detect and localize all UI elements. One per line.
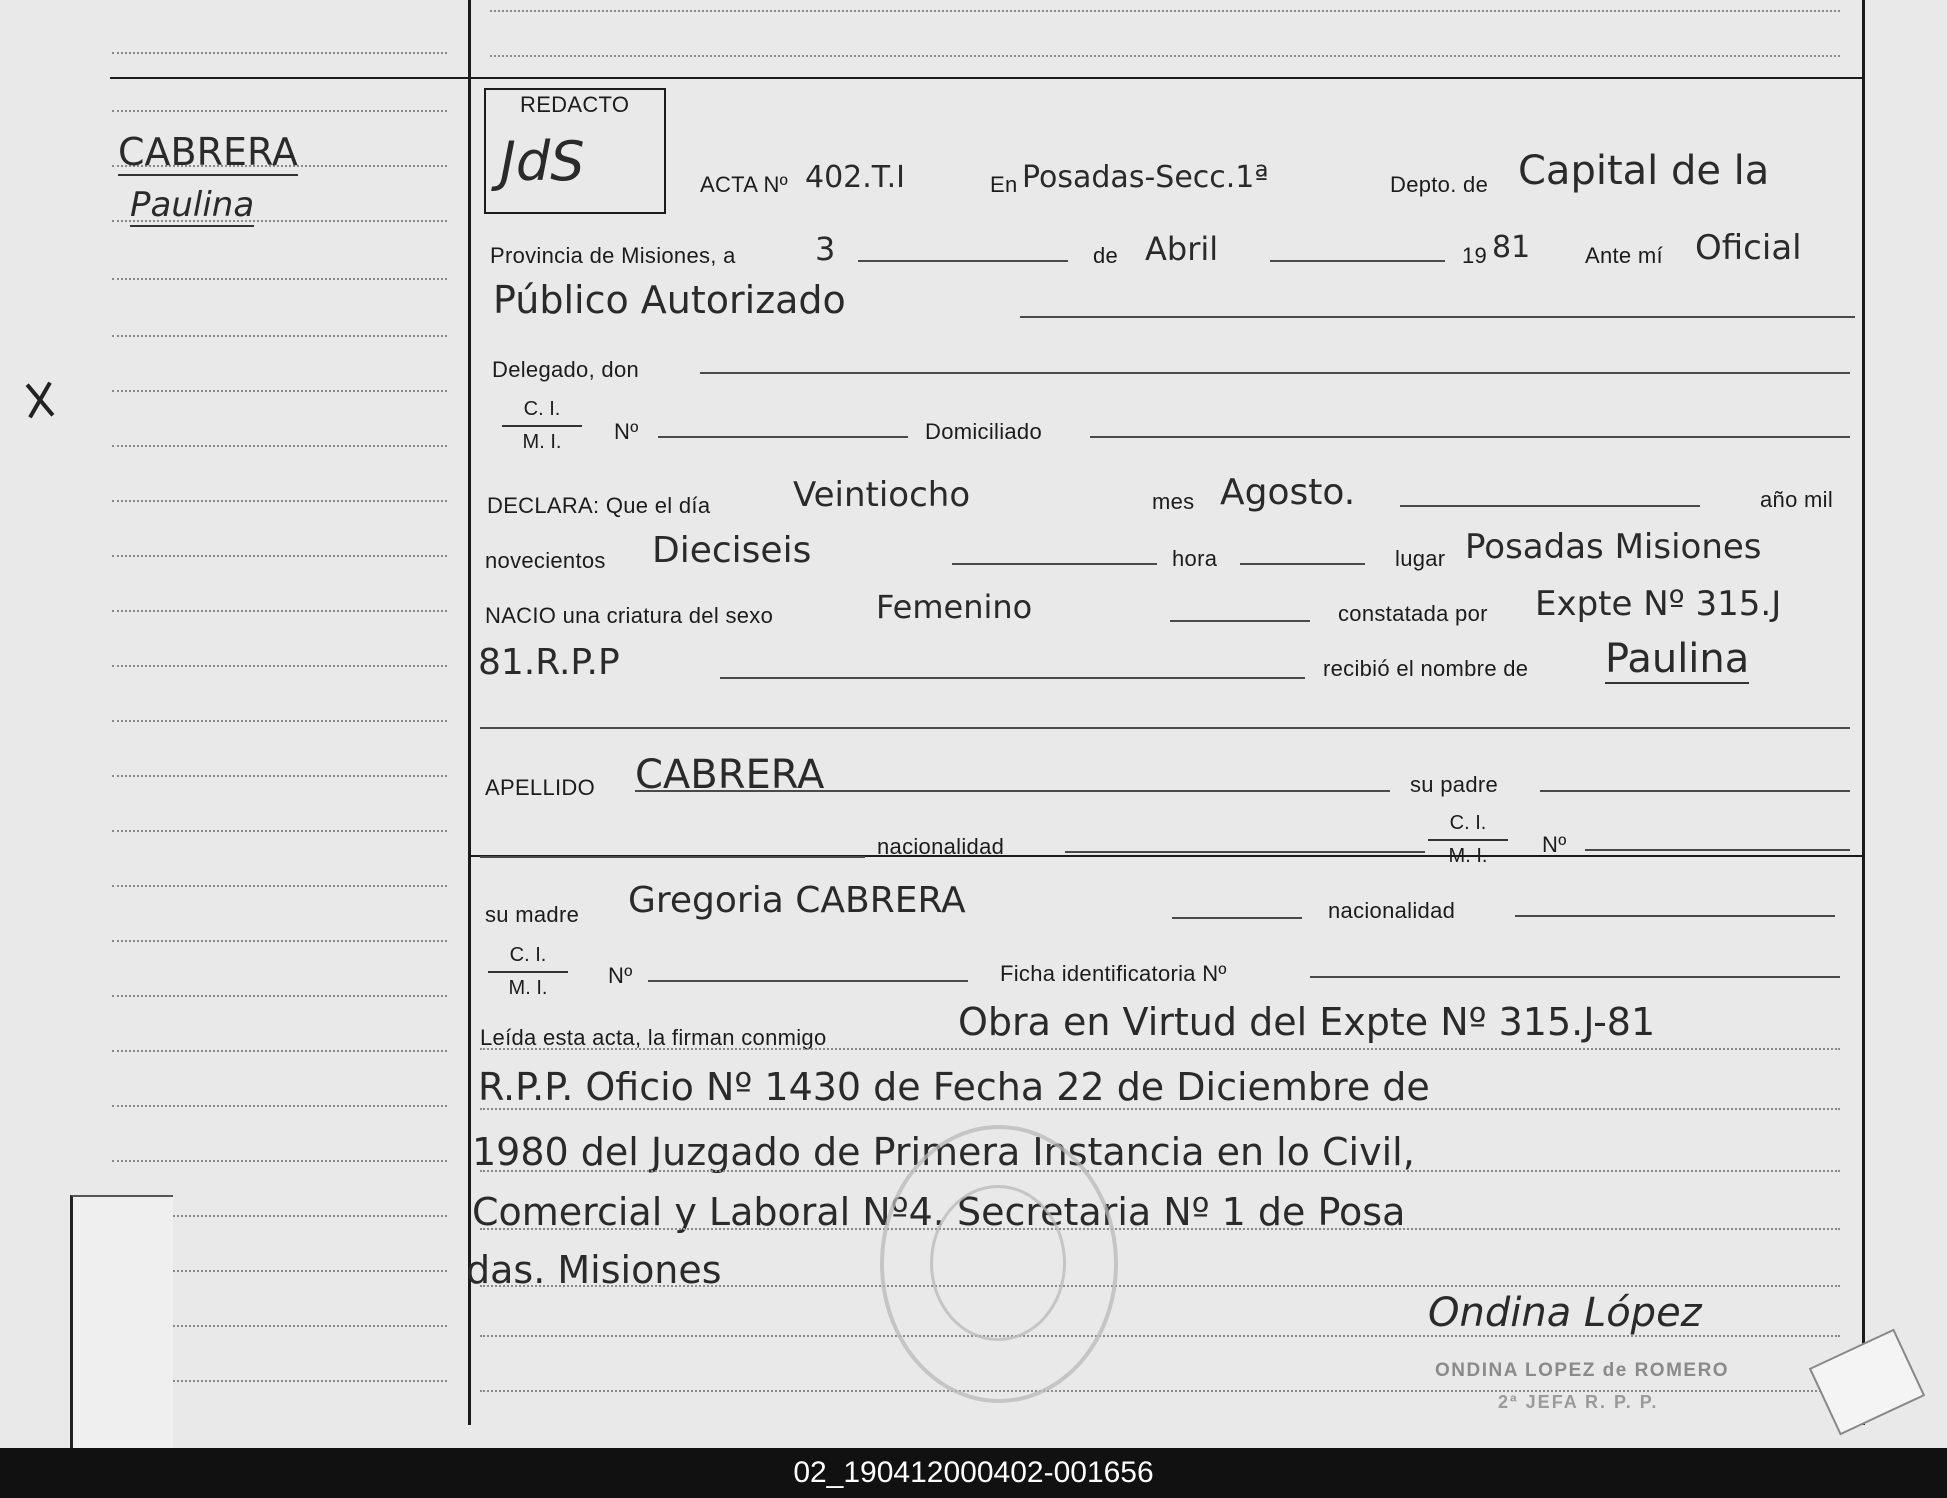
margin-rule: [112, 278, 447, 280]
constatada-label: constatada por: [1338, 601, 1488, 626]
body-rule: [480, 1170, 1840, 1172]
padre-label: su padre: [1410, 772, 1499, 797]
ante-line: [1020, 316, 1855, 318]
margin-rule: [112, 390, 447, 392]
document-id: 02_190412000402-001656: [0, 1448, 1947, 1498]
fecha-dia-line: [858, 260, 1068, 262]
no-madre-line: [648, 980, 968, 982]
acta-label: ACTA Nº: [700, 172, 788, 197]
fecha-anio: 81: [1492, 230, 1531, 265]
body-rule: [480, 1048, 1840, 1050]
domiciliado-label: Domiciliado: [925, 419, 1043, 444]
margin-rule: [112, 940, 447, 942]
provincia-label: Provincia de Misiones, a: [490, 243, 736, 268]
sexo-line: [1170, 620, 1310, 622]
official-name: ONDINA LOPEZ de ROMERO: [1435, 1360, 1730, 1381]
fold-mark: [20, 380, 60, 420]
en-label: En: [990, 172, 1018, 197]
ante-label: Ante mí: [1585, 243, 1663, 268]
apellido-label: APELLIDO: [485, 775, 596, 800]
margin-rule: [112, 335, 447, 337]
anio-label: año mil: [1760, 487, 1834, 512]
ficha-line: [1310, 976, 1840, 978]
nacionalidad-madre-line: [1515, 915, 1835, 917]
body-rule: [480, 1108, 1840, 1110]
de-label: de: [1093, 243, 1119, 268]
ante-value-cont: Público Autorizado: [493, 278, 846, 322]
sexo-value: Femenino: [876, 588, 1033, 626]
initials: JdS: [500, 130, 585, 193]
margin-rule: [112, 500, 447, 502]
observacion-3: 1980 del Juzgado de Primera Instancia en lo Civil,: [472, 1130, 1415, 1174]
novecientos-label: novecientos: [485, 548, 606, 573]
margin-rule: [112, 445, 447, 447]
madre-label: su madre: [485, 902, 580, 927]
nacionalidad-madre-label: nacionalidad: [1328, 898, 1456, 923]
madre-value: Gregoria CABRERA: [628, 880, 966, 921]
signature: Ondina López: [1428, 1290, 1702, 1336]
margin-rule: [112, 610, 447, 612]
observacion-5: das. Misiones: [466, 1248, 722, 1292]
ante-value: Oficial: [1695, 228, 1802, 268]
domiciliado-line: [1090, 436, 1850, 438]
redacto-label: REDACTO: [520, 92, 630, 117]
padre-line-2: [480, 856, 865, 858]
recibio-label: recibió el nombre de: [1323, 656, 1529, 681]
margin-surname: CABRERA: [118, 130, 298, 174]
fecha-mes: Abril: [1145, 230, 1219, 268]
nacio-label: NACIO una criatura del sexo: [485, 603, 774, 628]
nacionalidad-padre-line: [1065, 851, 1425, 853]
ficha-label: Ficha identificatoria Nº: [1000, 961, 1227, 986]
no-label-madre: Nº: [608, 963, 633, 988]
constatada-value: Expte Nº 315.J: [1535, 584, 1782, 624]
margin-rule: [112, 830, 447, 832]
lugar-inscripcion: Posadas-Secc.1ª: [1022, 160, 1269, 195]
top-rule: [110, 77, 1862, 79]
mes-nacimiento: Agosto.: [1220, 472, 1356, 513]
official-title: 2ª JEFA R. P. P.: [1498, 1392, 1659, 1412]
apellido-value: CABRERA: [635, 752, 825, 798]
dia-nacimiento: Veintiocho: [793, 475, 971, 515]
margin-name: Paulina: [130, 185, 255, 225]
main-border-left: [468, 0, 471, 1425]
constatada-line: [720, 677, 1305, 679]
leida-label: Leída esta acta, la firman conmigo: [480, 1025, 827, 1050]
hora-label: hora: [1172, 546, 1218, 571]
acta-number: 402.T.I: [805, 160, 905, 195]
nacionalidad-padre-label: nacionalidad: [877, 834, 1005, 859]
ci-mi-padre: $\frac{C. I.}{M. I.}$: [1428, 812, 1508, 868]
margin-rule: [112, 555, 447, 557]
padre-line: [1540, 790, 1850, 792]
constatada-value-cont: 81.R.P.P: [478, 642, 620, 683]
mes-line: [1400, 505, 1700, 507]
corner-curl: [1809, 1329, 1925, 1436]
body-rule: [480, 1228, 1840, 1230]
apellido-line: [635, 790, 1390, 792]
no-label-1: Nº: [614, 419, 639, 444]
margin-rule: [112, 995, 447, 997]
ci-mi-madre: $\frac{C. I.}{M. I.}$: [488, 944, 568, 1000]
top-rule-dots: [490, 55, 1840, 57]
observacion-2: R.P.P. Oficio Nº 1430 de Fecha 22 de Diciembre de: [478, 1065, 1430, 1109]
margin-rule: [112, 52, 447, 54]
observacion-1: Obra en Virtud del Expte Nº 315.J-81: [958, 1000, 1656, 1044]
anio-line: [952, 563, 1157, 565]
margin-rule: [112, 775, 447, 777]
lugar-nacimiento: Posadas Misiones: [1465, 527, 1762, 567]
depto-value: Capital de la: [1518, 148, 1770, 194]
lugar-label: lugar: [1395, 546, 1446, 571]
margin-rule: [112, 110, 447, 112]
torn-edge: [70, 1195, 173, 1448]
blank-line: [480, 727, 1850, 729]
year-prefix: 19: [1462, 243, 1488, 268]
top-rule-dots: [490, 10, 1840, 12]
fecha-mes-line: [1270, 260, 1445, 262]
nombre-value: Paulina: [1605, 636, 1750, 682]
observacion-4: Comercial y Laboral Nº4. Secretaria Nº 1 de Posa: [472, 1190, 1406, 1234]
fecha-dia: 3: [815, 230, 836, 268]
margin-rule: [112, 665, 447, 667]
anio-nacimiento: Dieciseis: [652, 530, 812, 571]
margin-rule: [112, 1050, 447, 1052]
declara-label: DECLARA: Que el día: [487, 493, 711, 518]
registry-seal-inner: [930, 1185, 1066, 1341]
mes-label: mes: [1152, 489, 1195, 514]
margin-rule: [112, 720, 447, 722]
margin-rule: [112, 885, 447, 887]
no-line-1: [658, 436, 908, 438]
depto-label: Depto. de: [1390, 172, 1489, 197]
hora-line: [1240, 563, 1365, 565]
delegado-label: Delegado, don: [492, 357, 640, 382]
ci-mi-1: $\frac{C. I.}{M. I.}$: [502, 398, 582, 454]
margin-rule: [112, 1160, 447, 1162]
no-label-padre: Nº: [1542, 832, 1567, 857]
margin-rule: [112, 1105, 447, 1107]
delegado-line: [700, 372, 1850, 374]
body-rule: [480, 1285, 1840, 1287]
no-padre-line: [1585, 849, 1850, 851]
madre-line: [1172, 917, 1302, 919]
main-border-right: [1862, 0, 1865, 1425]
